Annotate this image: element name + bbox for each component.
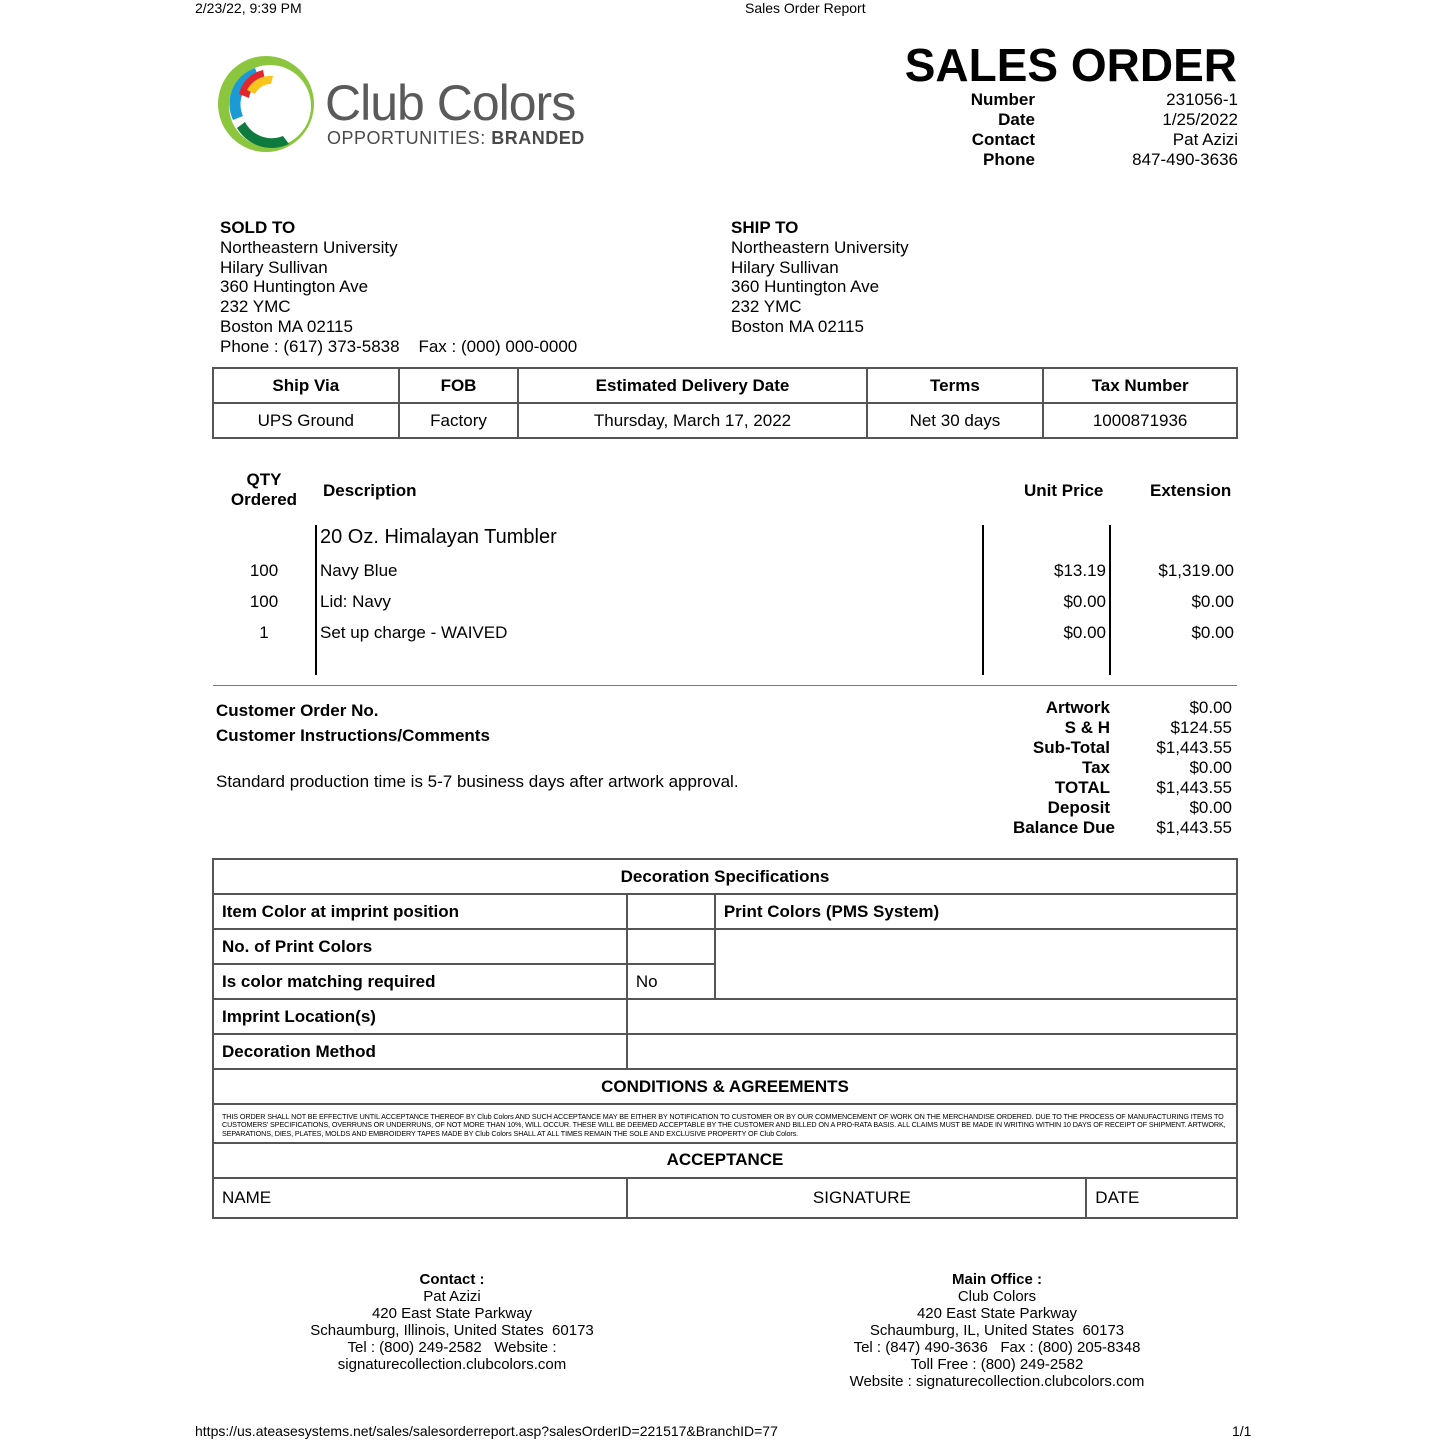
delivery-date-header: Estimated Delivery Date [518,368,866,403]
num-colors-label: No. of Print Colors [213,929,627,964]
acceptance-date-field: DATE [1086,1178,1237,1218]
sold-to-line: Hilary Sullivan [220,257,328,277]
main-office-line: Club Colors [957,1288,1037,1305]
customer-instructions-label: Customer Instructions/Comments [216,726,490,745]
ship-to-heading: SHIP TO [731,218,799,237]
acceptance-fields-row [213,1178,1237,1218]
contact-line: Tel : (800) 249-2582 Website : [347,1339,557,1356]
contact-heading: Contact : [419,1271,485,1288]
total-deposit: Deposit $0.00 [1047,798,1232,817]
decoration-spec-table [212,858,1238,1219]
total-shipping-handling: S & H $124.55 [1064,718,1232,737]
sold-to-line: 360 Huntington Ave [220,277,369,297]
document-title: SALES ORDER [904,39,1237,91]
line-extension: $0.00 [1191,623,1234,642]
ship-to-line: 232 YMC [731,297,802,317]
description-header: Description [323,481,417,500]
ship-to-line: Northeastern University [731,237,909,257]
line-unit-price: $13.19 [1054,561,1106,580]
logo-tagline-a: OPPORTUNITIES: [327,128,486,148]
sold-to-phone-fax: Phone : (617) 373-5838 Fax : (000) 000-0000 [220,336,578,356]
line-description: Navy Blue [320,561,398,580]
main-office-heading: Main Office : [951,1271,1042,1288]
sold-to-line: Northeastern University [220,237,398,257]
line-extension: $0.00 [1191,592,1234,611]
conditions-text-row [213,1104,1237,1143]
total-tax: Tax $0.00 [1081,758,1232,777]
ship-to-line: 360 Huntington Ave [731,277,880,297]
ship-to-line: Hilary Sullivan [731,257,839,277]
main-office-line: Toll Free : (800) 249-2582 [910,1356,1084,1373]
meta-date: Date 1/25/2022 [998,110,1238,129]
sold-to-block [220,218,577,357]
contact-line: Pat Azizi [423,1288,481,1305]
acceptance-title-row [213,1143,1237,1178]
num-colors-row [213,929,1237,964]
terms-value: Net 30 days [867,403,1044,438]
acceptance-signature-field: SIGNATURE [627,1178,1086,1218]
logo-tagline-b: BRANDED [491,128,585,148]
imprint-location-label: Imprint Location(s) [213,999,627,1034]
conditions-title: CONDITIONS & AGREEMENTS [213,1069,1237,1104]
tax-number-value: 1000871936 [1043,403,1237,438]
item-color-label: Item Color at imprint position [213,894,627,929]
line-qty: 100 [249,561,279,580]
customer-instructions-text: Standard production time is 5-7 business days after artwork approval. [216,772,739,791]
delivery-date-value: Thursday, March 17, 2022 [518,403,866,438]
total-grand: TOTAL $1,443.55 [1054,778,1232,797]
color-match-label: Is color matching required [213,964,627,999]
ship-via-header: Ship Via [213,368,399,403]
column-divider [982,525,984,675]
line-unit-price: $0.00 [1063,623,1106,642]
total-subtotal: Sub-Total $1,443.55 [1032,738,1232,757]
num-colors-value [627,929,715,964]
logo-tagline [327,128,585,149]
main-office-block [797,1271,1197,1390]
qty-header: QTY Ordered [230,470,298,509]
item-color-value [627,894,715,929]
contact-line: 420 East State Parkway [371,1305,533,1322]
fob-value: Factory [399,403,519,438]
column-divider [315,525,317,675]
decoration-title-row [213,859,1237,894]
print-url: https://us.ateasesystems.net/sales/salesorderreport.asp?salesOrderID=221517&BranchID=77 [195,1423,778,1439]
main-office-website: Website : signaturecollection.clubcolors.com [849,1373,1145,1390]
contact-line: Schaumburg, Illinois, United States 60173 [310,1322,594,1339]
main-office-line: 420 East State Parkway [916,1305,1078,1322]
shipping-table [212,367,1238,439]
conditions-title-row [213,1069,1237,1104]
ship-to-line: Boston MA 02115 [731,316,864,336]
line-qty: 100 [249,592,279,611]
total-artwork: Artwork $0.00 [1045,698,1232,717]
contact-website: signaturecollection.clubcolors.com [337,1356,567,1373]
imprint-location-value [627,999,1237,1034]
decoration-method-value [627,1034,1237,1069]
decoration-title: Decoration Specifications [213,859,1237,894]
main-office-line: Tel : (847) 490-3636 Fax : (800) 205-8348 [853,1339,1141,1356]
shipping-header-row [213,368,1237,403]
contact-block [252,1271,652,1373]
extension-header: Extension [1150,481,1232,500]
imprint-location-row [213,999,1237,1034]
sold-to-heading: SOLD TO [220,218,296,237]
totals-block [960,698,1232,838]
tax-number-header: Tax Number [1043,368,1237,403]
decoration-method-row [213,1034,1237,1069]
terms-header: Terms [867,368,1044,403]
line-description: Lid: Navy [320,592,391,611]
fob-header: FOB [399,368,519,403]
customer-order-no-label: Customer Order No. [216,701,379,720]
main-office-line: Schaumburg, IL, United States 60173 [869,1322,1125,1339]
line-qty: 1 [259,623,269,642]
line-unit-price: $0.00 [1063,592,1106,611]
print-page-number: 1/1 [1232,1423,1252,1439]
acceptance-title: ACCEPTANCE [213,1143,1237,1178]
acceptance-name-field: NAME [213,1178,627,1218]
shipping-value-row [213,403,1237,438]
club-colors-logo-icon [213,50,318,158]
ship-to-block [731,218,909,337]
logo-name: Club Colors [325,75,576,131]
meta-contact: Contact Pat Azizi [971,130,1238,149]
total-balance-due: Balance Due $1,443.55 [1012,818,1232,837]
order-meta [940,90,1238,170]
meta-number: Number 231056-1 [970,90,1238,109]
column-divider [1109,525,1111,675]
print-title: Sales Order Report [745,0,866,16]
meta-phone: Phone 847-490-3636 [983,150,1238,169]
print-colors-label: Print Colors (PMS System) [715,894,1237,929]
conditions-text: THIS ORDER SHALL NOT BE EFFECTIVE UNTIL ACCEPTANCE THEREOF BY Club Colors AND SUCH ACCEPTANCE MAY BE EITHER BY NOTIFICATION TO CUSTOMER OR BY OUR COMMENCEMENT OF WORK ON THE MERCHANDISE ORDERED. DUE TO THE PROCESS OF MANUFACTURING ITEMS TO CUSTOMERS' SPECIFICATIONS, OVERRUNS OR UNDERRUNS, OF NOT MORE THAN 10%, WILL OCCUR. THESE WILL BE DEEMED ACCEPTABLE BY THE CUSTOMER AND BILLED ON A PRO-RATA BASIS. ALL CLAIMS MUST BE MADE IN WRITING WITHIN 10 DAYS OF RECEIPT OF SHIPMENT. ARTWORK, SEPARATIONS, DIES, PLATES, MOLDS AND EMBROIDERY TAPES MADE BY Club Colors SHALL AT ALL TIMES REMAIN THE SOLE AND EXCLUSIVE PROPERTY OF Club Colors. [213,1104,1237,1143]
line-description: Set up charge - WAIVED [320,623,508,642]
sold-to-line: 232 YMC [220,297,291,317]
print-datetime: 2/23/22, 9:39 PM [195,0,302,16]
color-match-value: No [627,964,715,999]
unit-price-header: Unit Price [1024,481,1104,500]
decoration-method-label: Decoration Method [213,1034,627,1069]
product-title: 20 Oz. Himalayan Tumbler [320,526,557,548]
line-extension: $1,319.00 [1158,561,1234,580]
print-colors-value [715,929,1237,999]
ship-via-value: UPS Ground [213,403,399,438]
item-color-row [213,894,1237,929]
sold-to-line: Boston MA 02115 [220,316,353,336]
section-divider [213,685,1237,686]
